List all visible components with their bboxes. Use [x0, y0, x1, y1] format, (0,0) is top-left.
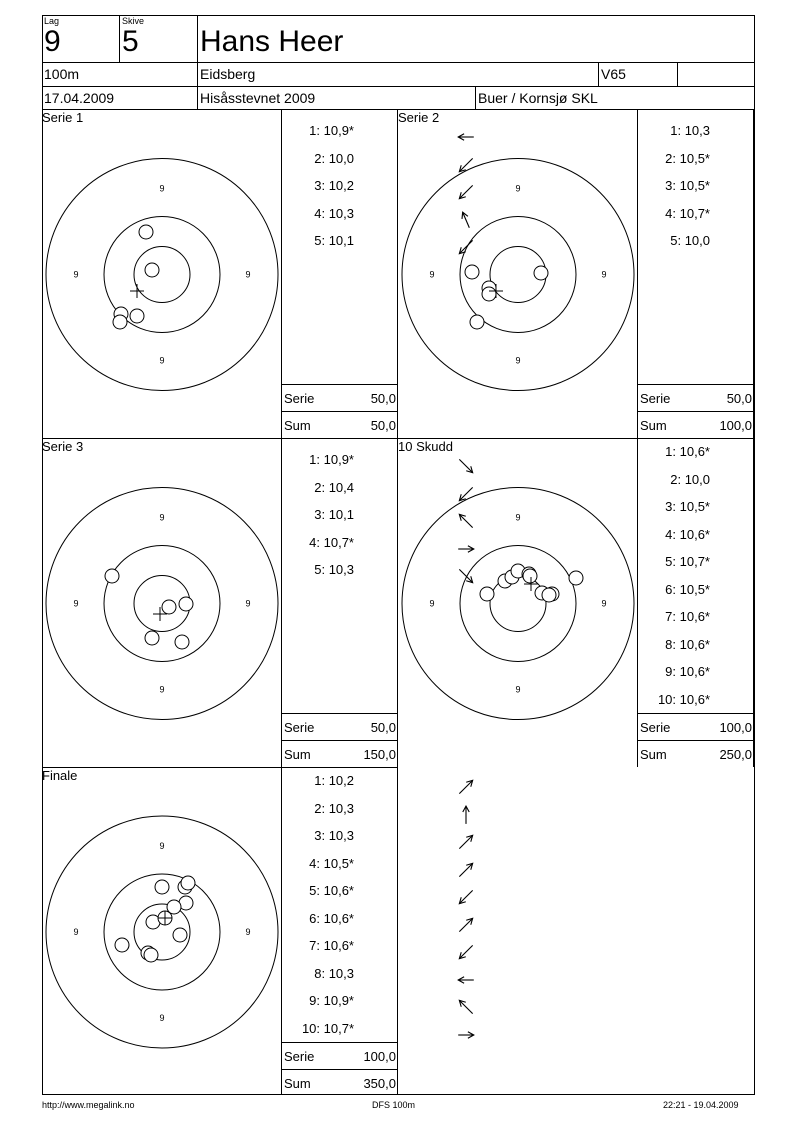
target-panel — [42, 438, 282, 767]
direction-arrow — [726, 554, 744, 572]
ring-label: 9 — [159, 355, 165, 366]
shot-row — [282, 1016, 398, 1043]
serie-total — [638, 713, 754, 740]
shot-row — [638, 522, 754, 549]
shot-label: 2: 10,0 — [314, 150, 354, 166]
sum-value: 350,0 — [363, 1076, 396, 1091]
ring-label: 9 — [601, 598, 607, 609]
event-name: Hisåsstevnet 2009 — [200, 90, 316, 106]
direction-arrow — [370, 993, 388, 1011]
direction-arrow — [370, 883, 388, 901]
shooting-target — [42, 768, 282, 1096]
shot-row — [638, 118, 754, 145]
shot-row — [638, 687, 754, 714]
panel-title: Serie 3 — [42, 439, 84, 454]
sum-value: 100,0 — [719, 418, 752, 433]
direction-arrow-icon — [456, 832, 476, 852]
shot-label: 1: 10,9* — [309, 123, 354, 138]
sum-value: 50,0 — [370, 418, 396, 433]
direction-arrow-icon — [456, 915, 476, 935]
shot-label: 4: 10,7* — [309, 534, 354, 550]
shot-label: 5: 10,0 — [670, 233, 710, 248]
serie-label: Serie — [640, 391, 671, 406]
shot-list — [638, 109, 754, 438]
shot-row — [282, 173, 398, 200]
direction-arrow-icon — [456, 887, 476, 907]
ring-label: 9 — [245, 927, 251, 937]
direction-arrow — [370, 507, 388, 525]
shot-row — [282, 201, 398, 228]
range-name: Buer / Kornsjø SKL — [478, 90, 598, 106]
lag-label: Lag — [44, 16, 60, 26]
shot-label: 3: 10,5* — [665, 499, 710, 514]
shot-row — [638, 604, 754, 631]
shot-label: 10: 10,6* — [657, 691, 710, 707]
shot-label: 5: 10,7* — [665, 554, 710, 569]
shot-row — [282, 118, 398, 145]
footer-center: DFS 100m — [372, 1100, 416, 1110]
direction-arrow-icon — [456, 997, 476, 1017]
shot-hole — [569, 571, 583, 585]
skive-value: 5 — [122, 25, 139, 58]
ring-label: 9 — [515, 355, 521, 366]
ring-label: 9 — [73, 927, 79, 937]
shot-row — [638, 549, 754, 576]
shot-label: 2: 10,0 — [670, 471, 710, 487]
shot-label: 4: 10,6* — [665, 526, 710, 542]
ring-label: 9 — [429, 269, 435, 280]
shot-label: 5: 10,6* — [309, 883, 354, 898]
shot-list — [282, 109, 398, 438]
date: 17.04.2009 — [44, 90, 115, 106]
shot-label: 2: 10,3 — [314, 800, 354, 816]
shot-row — [282, 530, 398, 557]
serie-total — [638, 384, 754, 411]
direction-arrow — [726, 609, 744, 627]
direction-arrow — [726, 582, 744, 600]
shot-label: 3: 10,1 — [314, 507, 354, 522]
shot-row — [282, 502, 398, 529]
skive-cell — [120, 15, 198, 63]
shot-hole — [181, 876, 195, 890]
sum-value: 250,0 — [719, 747, 752, 762]
shot-label: 9: 10,6* — [665, 664, 710, 679]
shot-row — [638, 494, 754, 521]
shot-hole — [542, 588, 556, 602]
shot-label: 8: 10,3 — [314, 965, 354, 981]
shot-hole — [480, 587, 494, 601]
direction-arrow — [726, 664, 744, 682]
shot-label: 7: 10,6* — [665, 609, 710, 624]
footer-left: http://www.megalink.no — [42, 1100, 135, 1110]
lag-cell — [42, 15, 120, 63]
shot-row — [282, 768, 398, 795]
ring-label: 9 — [159, 841, 165, 851]
ring-label: 9 — [515, 183, 521, 194]
ring-label: 9 — [159, 512, 165, 523]
direction-arrow — [370, 828, 388, 846]
shot-hole — [175, 635, 189, 649]
serie-value: 100,0 — [363, 1049, 396, 1064]
direction-arrow-icon — [456, 777, 476, 797]
shooting-target — [42, 110, 282, 439]
shot-hole — [465, 265, 479, 279]
direction-arrow — [370, 911, 388, 929]
shooting-target — [42, 439, 282, 768]
shot-row — [282, 796, 398, 823]
lag-value: 9 — [44, 25, 61, 58]
direction-arrow — [726, 151, 744, 169]
direction-arrow — [370, 562, 388, 580]
shot-hole — [162, 600, 176, 614]
shot-hole — [130, 309, 144, 323]
serie-total — [282, 384, 398, 411]
shot-hole — [470, 315, 484, 329]
shot-row — [282, 906, 398, 933]
shot-label: 2: 10,4 — [314, 479, 354, 495]
ring-label: 9 — [159, 183, 165, 194]
shot-row — [282, 557, 398, 584]
shot-label: 9: 10,9* — [309, 993, 354, 1008]
shot-hole — [179, 597, 193, 611]
shot-row — [638, 659, 754, 686]
shot-hole — [145, 263, 159, 277]
direction-arrow — [726, 472, 744, 490]
shot-label: 3: 10,3 — [314, 828, 354, 843]
direction-arrow — [370, 773, 388, 791]
panel-title: Finale — [42, 768, 78, 783]
shot-row — [282, 447, 398, 474]
shot-hole — [105, 569, 119, 583]
direction-arrow — [370, 206, 388, 224]
ring-label: 9 — [601, 269, 607, 280]
serie-value: 50,0 — [370, 720, 396, 735]
shot-label: 10: 10,7* — [301, 1020, 354, 1036]
sum-label: Sum — [284, 1076, 311, 1091]
class-cell — [599, 63, 678, 86]
shot-row — [282, 228, 398, 255]
sum-total — [282, 411, 398, 438]
shot-hole — [173, 928, 187, 942]
range-cell — [476, 87, 755, 109]
shot-label: 8: 10,6* — [665, 636, 710, 652]
shot-label: 4: 10,3 — [314, 205, 354, 221]
shot-hole — [155, 880, 169, 894]
sum-total — [282, 740, 398, 767]
target-ring — [104, 546, 220, 662]
direction-arrow-icon — [456, 970, 476, 990]
ring-label: 9 — [73, 269, 79, 280]
club-cell — [198, 63, 599, 86]
ring-label: 9 — [159, 684, 165, 695]
direction-arrow-icon — [456, 860, 476, 880]
serie-label: Serie — [284, 720, 315, 735]
sum-value: 150,0 — [363, 747, 396, 762]
shot-row — [282, 851, 398, 878]
direction-arrow — [370, 801, 388, 819]
ring-label: 9 — [429, 598, 435, 609]
shot-row — [638, 201, 754, 228]
direction-arrow — [370, 123, 388, 141]
serie-value: 50,0 — [726, 391, 752, 406]
shot-label: 4: 10,5* — [309, 855, 354, 871]
shot-label: 5: 10,1 — [314, 233, 354, 248]
shot-list — [282, 438, 398, 767]
serie-total — [282, 713, 398, 740]
direction-arrow — [726, 444, 744, 462]
sum-total — [282, 1069, 398, 1096]
direction-arrow — [726, 233, 744, 251]
shot-row — [282, 988, 398, 1015]
shot-hole — [523, 569, 537, 583]
ring-label: 9 — [73, 598, 79, 609]
shot-label: 1: 10,2 — [314, 773, 354, 788]
ring-label: 9 — [245, 598, 251, 609]
direction-arrow-icon — [456, 805, 476, 825]
serie-value: 100,0 — [719, 720, 752, 735]
shot-row — [638, 439, 754, 466]
direction-arrow-icon — [456, 1025, 476, 1045]
direction-arrow — [370, 1021, 388, 1039]
target-panel — [42, 109, 282, 438]
shot-row — [282, 823, 398, 850]
shot-row — [638, 173, 754, 200]
shot-hole — [145, 631, 159, 645]
serie-label: Serie — [284, 391, 315, 406]
direction-arrow — [726, 692, 744, 710]
shooter-name: Hans Heer — [200, 25, 344, 58]
shot-row — [282, 878, 398, 905]
shot-hole — [139, 225, 153, 239]
direction-arrow-icon — [456, 942, 476, 962]
shot-hole — [113, 315, 127, 329]
name-cell — [198, 15, 755, 63]
shot-label: 6: 10,5* — [665, 581, 710, 597]
shot-list — [638, 438, 754, 767]
club: Eidsberg — [200, 66, 256, 82]
ring-label: 9 — [515, 512, 521, 523]
sum-label: Sum — [640, 747, 667, 762]
sum-total — [638, 411, 754, 438]
sum-label: Sum — [284, 418, 311, 433]
direction-arrow — [370, 178, 388, 196]
shot-row — [282, 475, 398, 502]
serie-label: Serie — [640, 720, 671, 735]
shot-label: 7: 10,6* — [309, 938, 354, 953]
shot-row — [638, 632, 754, 659]
shot-list — [282, 767, 398, 1095]
footer-right: 22:21 - 19.04.2009 — [663, 1100, 739, 1110]
shot-label: 1: 10,3 — [670, 123, 710, 138]
direction-arrow — [726, 499, 744, 517]
direction-arrow — [726, 123, 744, 141]
shot-label: 2: 10,5* — [665, 150, 710, 166]
target-panel — [42, 767, 282, 1095]
shot-hole — [482, 287, 496, 301]
sum-label: Sum — [284, 747, 311, 762]
shot-row — [638, 577, 754, 604]
event-cell — [198, 87, 476, 109]
target-panel — [398, 109, 638, 438]
shot-label: 1: 10,6* — [665, 444, 710, 459]
ring-label: 9 — [515, 684, 521, 695]
shooting-target — [398, 439, 638, 768]
ring-label: 9 — [245, 269, 251, 280]
shot-label: 6: 10,6* — [309, 910, 354, 926]
target-ring — [460, 546, 576, 662]
target-ring — [134, 247, 190, 303]
sum-label: Sum — [640, 418, 667, 433]
shot-row — [638, 146, 754, 173]
shot-row — [282, 933, 398, 960]
shot-label: 3: 10,2 — [314, 178, 354, 193]
shot-label: 3: 10,5* — [665, 178, 710, 193]
panel-title: Serie 2 — [398, 110, 440, 125]
shot-row — [638, 228, 754, 255]
shot-row — [638, 467, 754, 494]
shot-row — [282, 961, 398, 988]
direction-arrow — [370, 452, 388, 470]
distance: 100m — [44, 66, 80, 82]
direction-arrow — [370, 966, 388, 984]
direction-arrow — [370, 938, 388, 956]
date-cell — [42, 87, 198, 109]
shot-hole — [534, 266, 548, 280]
skive-label: Skive — [122, 16, 145, 26]
shot-label: 1: 10,9* — [309, 452, 354, 467]
direction-arrow — [370, 856, 388, 874]
direction-arrow — [370, 480, 388, 498]
serie-total — [282, 1042, 398, 1069]
direction-arrow — [726, 206, 744, 224]
ring-label: 9 — [159, 1013, 165, 1023]
direction-arrow — [726, 637, 744, 655]
shot-hole — [144, 948, 158, 962]
panel-title: Serie 1 — [42, 110, 84, 125]
direction-arrow — [726, 178, 744, 196]
shot-hole — [115, 938, 129, 952]
shot-label: 4: 10,7* — [665, 205, 710, 221]
serie-label: Serie — [284, 1049, 315, 1064]
direction-arrow — [726, 527, 744, 545]
serie-value: 50,0 — [370, 391, 396, 406]
direction-arrow — [370, 151, 388, 169]
shot-row — [282, 146, 398, 173]
distance-cell — [42, 63, 198, 86]
target-panel — [398, 438, 638, 767]
sum-total — [638, 740, 754, 767]
shooting-target — [398, 110, 638, 439]
direction-arrow — [370, 535, 388, 553]
shot-label: 5: 10,3 — [314, 562, 354, 577]
direction-arrow — [370, 233, 388, 251]
panel-title: 10 Skudd — [398, 439, 453, 454]
class: V65 — [601, 66, 626, 82]
